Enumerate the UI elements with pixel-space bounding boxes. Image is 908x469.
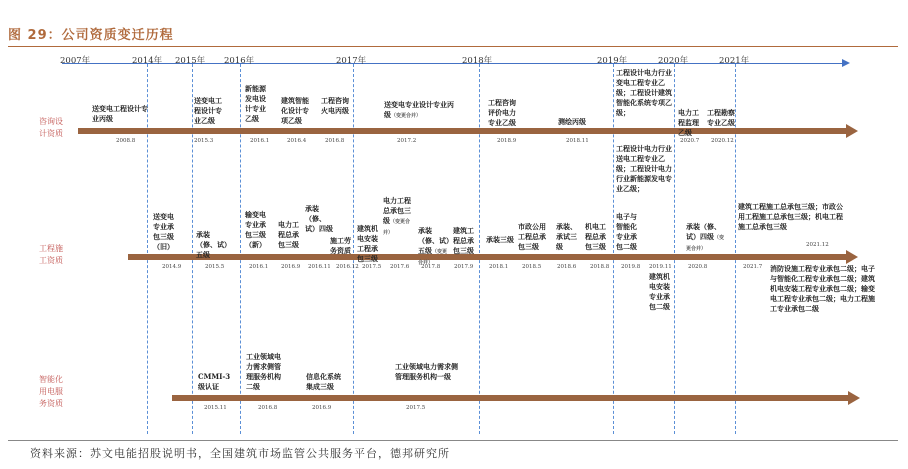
- smart-milestone-date: 2016.9: [312, 405, 332, 411]
- engineering-milestone-date: 2019.11: [649, 264, 672, 270]
- consult-milestone-date: 2018.9: [497, 138, 517, 144]
- engineering-milestone-date: 2018.1: [489, 264, 509, 270]
- engineering-milestone-date: 2016.12: [336, 264, 359, 270]
- smart-track-arrow: [848, 391, 860, 405]
- consult-milestone-label: 工程设计电力行业送电工程专业乙级；工程设计电力行业新能源发电专业乙级；: [616, 144, 672, 193]
- engineering-milestone-label: 承装（修、试）五级: [196, 230, 228, 259]
- consult-milestone-date: 2020.12: [711, 138, 734, 144]
- smart-milestone-date: 2016.8: [258, 405, 278, 411]
- year-label: 2018年: [462, 56, 493, 66]
- category-engineering: 工程施工资质: [39, 244, 63, 265]
- year-guide: [192, 64, 193, 434]
- source-divider: [8, 440, 898, 441]
- consult-milestone-label: 工程设计电力行业变电工程专业乙级；工程设计建筑智能化系统专项乙级；: [616, 68, 672, 117]
- engineering-milestone-label: 承装三级: [486, 235, 514, 244]
- year-label: 2017年: [336, 56, 367, 66]
- year-label: 2020年: [658, 56, 689, 66]
- engineering-milestone-label: [383, 196, 415, 238]
- consult-milestone-date: 2017.2: [397, 138, 417, 144]
- consult-milestone-date: 2016.8: [325, 138, 345, 144]
- category-consult: 咨询设计资质: [39, 117, 63, 138]
- year-guide: [479, 64, 480, 434]
- engineering-milestone-date: 2014.9: [162, 264, 182, 270]
- smart-milestone-label: CMMI-3级认证: [198, 372, 231, 391]
- consult-milestone-date: 2016.1: [250, 138, 270, 144]
- smart-track: [172, 395, 852, 401]
- smart-milestone-label: 工业领域电力需求侧管理服务机构二级: [246, 352, 281, 391]
- consult-milestone-date: 2015.3: [194, 138, 214, 144]
- engineering-milestone-date: 2016.11: [308, 264, 331, 270]
- engineering-milestone-label: 承装、承试三级: [556, 222, 577, 251]
- consult-milestone-label: 电力工程监理乙级: [678, 108, 699, 137]
- engineering-milestone-label: 建筑机电安装工程承包三级: [357, 224, 378, 263]
- engineering-track-arrow: [846, 250, 858, 264]
- consult-milestone-label: 送变电工程设计专业乙级: [194, 96, 222, 125]
- smart-milestone-label: 信息化系统集成三级: [306, 372, 341, 391]
- year-axis-arrow: [842, 59, 850, 67]
- consult-milestone-label: 工程勘察专业乙级: [707, 108, 735, 127]
- consult-track-arrow: [846, 124, 858, 138]
- year-label: 2007年: [60, 56, 91, 66]
- year-guide: [674, 64, 675, 434]
- consult-milestone-label: 新能源发电设计专业乙级: [245, 84, 266, 123]
- engineering-milestone-text: 承装（修、试）五级: [418, 226, 450, 255]
- engineering-milestone-note: （变更合并）: [418, 249, 448, 266]
- consult-milestone-text: 送变电专业设计专业丙级: [384, 100, 454, 119]
- year-label: 2016年: [224, 56, 255, 66]
- engineering-milestone-label: 建筑机电安装专业承包二级: [649, 272, 670, 311]
- engineering-milestone-date: 2016.9: [281, 264, 301, 270]
- engineering-milestone-label: 市政公用工程总承包三级: [518, 222, 546, 251]
- consult-milestone-label: [384, 100, 458, 121]
- engineering-milestone-date: 2020.8: [688, 264, 708, 270]
- consult-milestone-label: 测绘丙级: [558, 117, 586, 126]
- consult-milestone-date: 2020.7: [680, 138, 700, 144]
- engineering-milestone-date: 2019.8: [621, 264, 641, 270]
- engineering-milestone-date: 2017.5: [362, 264, 382, 270]
- engineering-milestone-date: 2018.6: [557, 264, 577, 270]
- engineering-milestone-text: 承装（修、试）四级: [686, 222, 721, 241]
- smart-milestone-label: 工业领域电力需求侧管理服务机构一级: [395, 362, 458, 381]
- engineering-milestone-label: [686, 222, 728, 254]
- engineering-milestone-date: 2018.8: [590, 264, 610, 270]
- engineering-milestone-label: 施工劳务资质: [330, 236, 351, 255]
- engineering-milestone-text: 电力工程总承包三级: [383, 196, 411, 225]
- year-label: 2021年: [719, 56, 750, 66]
- year-label: 2015年: [175, 56, 206, 66]
- consult-milestone-label: 工程咨询火电丙级: [321, 96, 349, 115]
- engineering-milestone-label: 送变电专业承包三级（旧）: [153, 212, 174, 251]
- consult-milestone-date: 2018.11: [566, 138, 589, 144]
- engineering-milestone-label: [418, 226, 450, 268]
- consult-milestone-date: 2008.8: [116, 138, 136, 144]
- engineering-milestone-label: 建筑工程总承包三级: [453, 226, 474, 255]
- figure-title: 图 29：公司资质变迁历程: [8, 28, 174, 43]
- consult-milestone-label: 送变电工程设计专业丙级: [92, 104, 148, 123]
- engineering-milestone-date: 2016.1: [249, 264, 269, 270]
- engineering-milestone-note: （变更合并）: [686, 235, 725, 252]
- engineering-milestone-date: 2017.9: [454, 264, 474, 270]
- engineering-milestone-label: 电子与智能化专业承包二级: [616, 212, 637, 251]
- engineering-milestone-label: 机电工程总承包三级: [585, 222, 606, 251]
- consult-milestone-label: 建筑智能化设计专项乙级: [281, 96, 309, 125]
- category-smart: 智能化用电服务资质: [39, 375, 63, 408]
- consult-track: [78, 128, 850, 134]
- engineering-milestone-note: （变更合并）: [383, 219, 411, 236]
- engineering-milestone-date: 2017.8: [421, 264, 441, 270]
- year-guide: [735, 64, 736, 434]
- engineering-milestone-date: 2017.6: [390, 264, 410, 270]
- engineering-track: [128, 254, 850, 260]
- smart-milestone-date: 2017.5: [406, 405, 426, 411]
- consult-milestone-date: 2016.4: [287, 138, 307, 144]
- year-guide: [240, 64, 241, 434]
- year-label: 2019年: [597, 56, 628, 66]
- engineering-milestone-label: 消防设施工程专业承包二级；电子与智能化工程专业承包二级；建筑机电安装工程专业承包二级；输变电工程专业承包二级；电力工程施工专业承包二级: [770, 264, 875, 313]
- consult-milestone-label: 工程咨询评价电力专业乙级: [488, 98, 516, 127]
- year-label: 2014年: [132, 56, 163, 66]
- engineering-milestone-label: 输变电专业承包三级（新）: [245, 210, 266, 249]
- smart-milestone-date: 2015.11: [204, 405, 227, 411]
- engineering-milestone-label: 电力工程总承包三级: [278, 220, 299, 249]
- engineering-milestone-date: 2015.5: [205, 264, 225, 270]
- engineering-milestone-date: 2018.5: [522, 264, 542, 270]
- year-guide: [613, 64, 614, 434]
- title-divider: [8, 46, 898, 47]
- engineering-milestone-date: 2021.12: [806, 242, 829, 248]
- engineering-milestone-date: 2021.7: [743, 264, 763, 270]
- consult-milestone-note: （变更合并）: [391, 113, 422, 119]
- source-note: 资料来源：苏文电能招股说明书，全国建筑市场监管公共服务平台，德邦研究所: [30, 447, 450, 460]
- engineering-milestone-label: 承装（修、试）四级: [305, 204, 333, 233]
- engineering-milestone-label: 建筑工程施工总承包三级；市政公用工程施工总承包三级；机电工程施工总承包三级: [738, 202, 843, 231]
